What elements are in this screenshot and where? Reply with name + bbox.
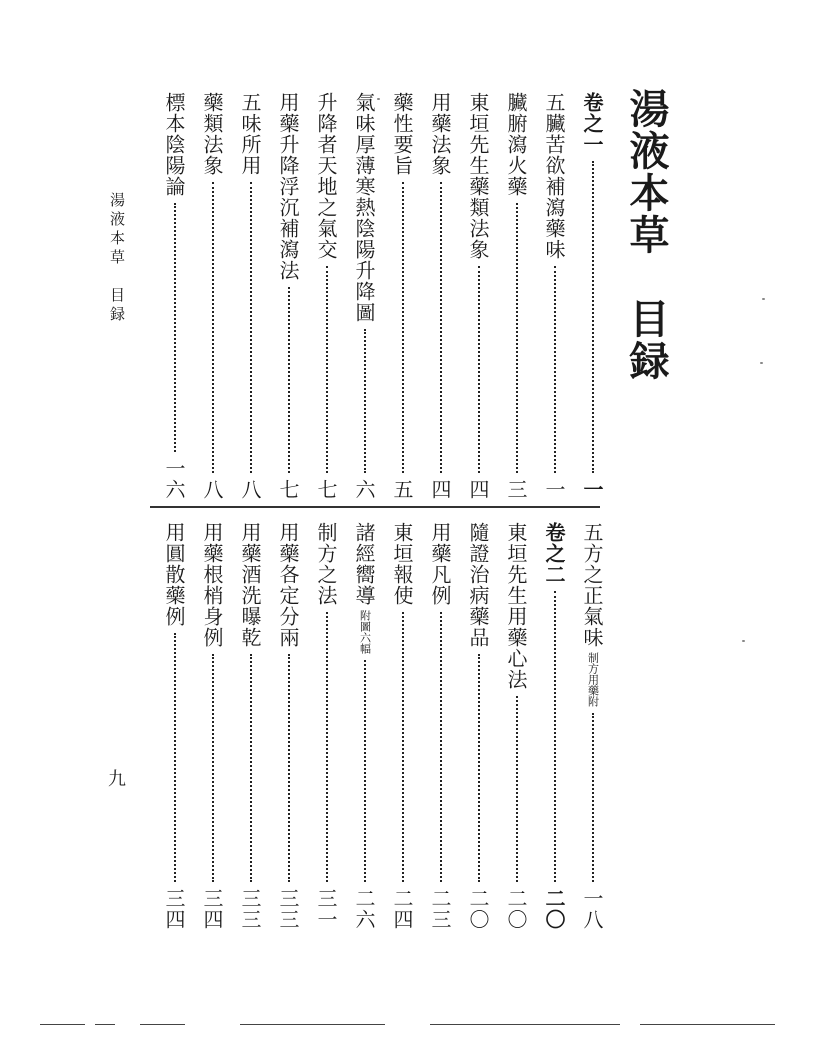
entry-label: 用藥根梢身例 (200, 522, 224, 648)
entry-page: 三四 (162, 888, 186, 930)
entry-page: 二〇 (504, 888, 528, 930)
entry-label: 藥性要旨 (390, 92, 414, 176)
entry-page: 二三 (428, 888, 452, 930)
entry-label: 五味所用 (238, 92, 262, 176)
leader-dots (554, 591, 556, 882)
entry-label: 卷之二 (542, 522, 566, 585)
entry-label: 升降者天地之氣交 (314, 92, 338, 260)
entry-page: 三一 (314, 888, 338, 930)
toc-entry (502, 92, 531, 500)
entry-label: 五方之正氣味 (580, 522, 604, 648)
leader-dots (326, 612, 328, 882)
entry-label: 用藥法象 (428, 92, 452, 176)
entry-label: 氣味厚薄寒熱陰陽升降圖 (352, 92, 376, 323)
toc-entry (160, 92, 189, 500)
toc-entry (312, 522, 341, 930)
entry-label: 東垣報使 (390, 522, 414, 606)
entry-label: 臟腑瀉火藥 (504, 92, 528, 197)
leader-dots (250, 654, 252, 882)
leader-dots (478, 654, 480, 882)
entry-page: 三 (504, 479, 528, 500)
toc-entry (198, 92, 227, 500)
toc-entry (426, 92, 455, 500)
toc-entry (388, 92, 417, 500)
entry-label: 東垣先生藥類法象 (466, 92, 490, 260)
entry-page: 一 (542, 479, 566, 500)
leader-dots (288, 287, 290, 473)
toc-entry (236, 522, 265, 930)
toc-entry (198, 522, 227, 930)
entry-page: 七 (314, 479, 338, 500)
entry-page: 二〇 (542, 888, 566, 930)
leader-dots (516, 203, 518, 473)
toc-entry (502, 522, 531, 930)
folio-number: 九 (108, 769, 126, 790)
toc-entry (578, 522, 607, 930)
entry-page: 二六 (352, 888, 376, 930)
entry-label: 用圓散藥例 (162, 522, 186, 627)
entry-page: 一八 (580, 888, 604, 930)
entry-page: 三三 (276, 888, 300, 930)
entry-page: 四 (466, 479, 490, 500)
toc-entry (426, 522, 455, 930)
leader-dots (440, 182, 442, 473)
toc-entry (540, 92, 569, 500)
entry-label: 諸經嚮導 (352, 522, 376, 606)
section-divider (150, 506, 600, 508)
entry-note: 制方用藥附 (586, 652, 600, 707)
leader-dots (212, 182, 214, 473)
toc-entry (464, 522, 493, 930)
entry-page: 四 (428, 479, 452, 500)
entry-label: 制方之法 (314, 522, 338, 606)
leader-dots (364, 660, 366, 882)
entry-page: 三三 (238, 888, 262, 930)
entry-label: 隨證治病藥品 (466, 522, 490, 648)
entry-label: 東垣先生用藥心法 (504, 522, 528, 690)
entry-page: 八 (200, 479, 224, 500)
leader-dots (592, 713, 594, 882)
toc-entry (274, 522, 303, 930)
entry-page: 五 (390, 479, 414, 500)
toc-entry (160, 522, 189, 930)
entry-label: 卷之一 (580, 92, 604, 155)
leader-dots (288, 654, 290, 882)
entry-note: 附圖六幅 (358, 610, 372, 654)
entry-page: 二四 (390, 888, 414, 930)
leader-dots (326, 266, 328, 473)
toc-entry (388, 522, 417, 930)
leader-dots (174, 203, 176, 452)
entry-label: 標本陰陽論 (162, 92, 186, 197)
leader-dots (250, 182, 252, 473)
book-title: 湯液本草 目録 (623, 88, 670, 382)
toc-entry (464, 92, 493, 500)
entry-page: 一六 (162, 458, 186, 500)
toc-entry (350, 522, 379, 930)
leader-dots (516, 696, 518, 882)
toc-entry (312, 92, 341, 500)
toc-entry (540, 522, 569, 930)
leader-dots (364, 329, 366, 473)
leader-dots (402, 182, 404, 473)
leader-dots (478, 266, 480, 473)
toc-entry (274, 92, 303, 500)
entry-page: 六 (352, 479, 376, 500)
leader-dots (174, 633, 176, 882)
toc-entry (350, 92, 379, 500)
leader-dots (402, 612, 404, 882)
entry-label: 用藥升降浮沉補瀉法 (276, 92, 300, 281)
entry-label: 用藥酒洗曝乾 (238, 522, 262, 648)
entry-label: 用藥各定分兩 (276, 522, 300, 648)
entry-label: 藥類法象 (200, 92, 224, 176)
leader-dots (212, 654, 214, 882)
entry-page: 八 (238, 479, 262, 500)
entry-page: 二〇 (466, 888, 490, 930)
leader-dots (554, 266, 556, 473)
entry-label: 五臟苦欲補瀉藥味 (542, 92, 566, 260)
leader-dots (440, 612, 442, 882)
entry-page: 七 (276, 479, 300, 500)
toc-entry (236, 92, 265, 500)
toc-entry (578, 92, 607, 500)
entry-label: 用藥凡例 (428, 522, 452, 606)
margin-title: 湯液本草 目録 (108, 192, 126, 325)
entry-page: 一 (580, 479, 604, 500)
leader-dots (592, 161, 594, 473)
entry-page: 三四 (200, 888, 224, 930)
